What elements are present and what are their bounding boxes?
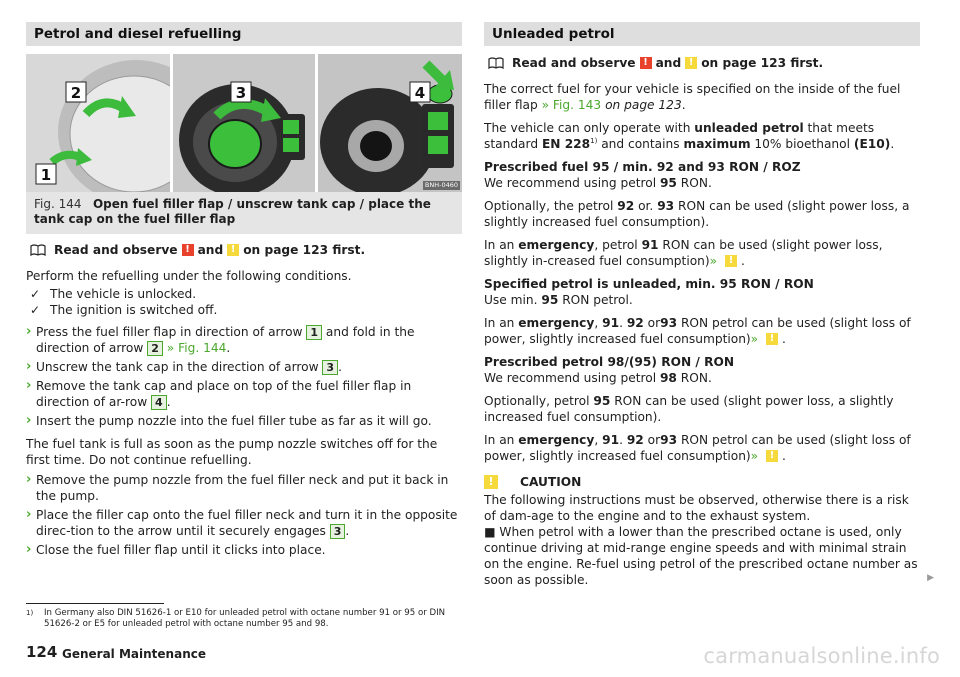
fuel-min95-section: Specified petrol is unleaded, min. 95 RON / RON Use min. 95 RON petrol. [484,277,814,307]
book-icon [488,57,504,69]
fuel-95-section: Prescribed fuel 95 / min. 92 and 93 RON / ROZ We recommend using petrol 95 RON. [484,160,801,190]
step-arrow-icon: › [26,324,32,339]
page-footer-title: General Maintenance [62,647,206,661]
step-item: › Close the fuel filler flap until it clicks into place. [26,542,326,557]
step-item: › Insert the pump nozzle into the fuel filler tube as far as it will go. [26,413,432,428]
continue-arrow-icon: ▶ [927,573,934,583]
footnote-divider [26,603,164,604]
figure-144 [26,54,462,192]
step-arrow-icon: › [26,359,32,374]
caution-ref-icon[interactable]: ! [766,333,778,345]
caution-ref-icon[interactable]: ! [725,255,737,267]
figure-caption [26,192,462,234]
check-icon: ✓ [30,287,41,301]
caution-icon[interactable]: ! [227,244,239,256]
fuel-min95-heading: Specified petrol is unleaded, min. 95 RON / RON [484,277,814,291]
check-icon: ✓ [30,303,41,317]
conditions-list [26,286,462,318]
step-item: › Unscrew the tank cap in the direction of arrow 3 . [26,359,342,374]
step-item: › Place the filler cap onto the fuel filler neck and turn it in the opposite direc-tion to the arrow until it securely engages 3 . [26,507,458,538]
left-column [26,22,462,558]
caution-icon: ! [484,475,498,489]
figure-number: Fig. 144 [34,197,82,211]
figure-code: BNH-0460 [424,181,458,189]
section-title-refuelling: Petrol and diesel refuelling [26,22,462,46]
figure-caption-text: Open fuel filler flap / unscrew tank cap / place the tank cap on the fuel filler flap [34,197,431,226]
arrow-badge-3: 3 [322,360,338,375]
fuel-95-optional: Optionally, the petrol 92 or. 93 RON can be used (slight power loss, a slightly increased fuel consumption). [484,199,910,229]
fuel-95-heading: Prescribed fuel 95 / min. 92 and 93 RON / ROZ [484,160,801,174]
footnote-ref: 1) [590,136,598,145]
step-item: › Remove the tank cap and place on top of the fuel filler flap in direction of ar-row 4 . [26,378,412,409]
footnote: 1) In Germany also DIN 51626-1 or E10 for unleaded petrol with octane number 91 or 95 or DIN 51626-2 or E5 for unleaded petrol with octane number 95 and 98. [26,608,446,629]
figure-panel-place-cap [318,54,462,192]
watermark: carmanualsonline.info [703,644,940,668]
figure-panel-unscrew-cap [173,54,315,192]
step-arrow-icon: › [26,378,32,393]
figure-label-3: 3 [235,84,247,102]
warning-icon[interactable]: ! [182,244,194,256]
refuel-intro: Perform the refuelling under the following conditions. [26,269,352,283]
fuel-98-emergency: In an emergency, 91. 92 or93 RON petrol can be used (slight loss of power, slightly increased fuel consumption)» ! . [484,433,911,463]
section-title-unleaded: Unleaded petrol [484,22,920,46]
step-arrow-icon: › [26,507,32,522]
figure-panel-open-flap [26,54,170,192]
caution-heading: ! CAUTION [484,474,920,490]
caution-body: The following instructions must be observed, otherwise there is a risk of dam-age to the engine and to the exhaust system. ■ When petrol with a lower than the prescribed octane is used, only continue driving at mid-range engine speeds and with minimal strain on the engine. Re-fuel using petrol of the prescribed octane number as soon as possible. ▶ [484,493,934,587]
refuel-steps-1 [26,324,462,429]
read-observe-left: Read and observe ! and ! on page 123 first. [26,241,462,259]
step-arrow-icon: › [26,472,32,487]
tank-full-note: The fuel tank is full as soon as the pump nozzle switches off for the first time. Do not continue refuelling. [26,437,438,467]
caution-icon[interactable]: ! [685,57,697,69]
condition-item: ✓ The vehicle is unlocked. [26,286,462,302]
fig-143-link[interactable]: » Fig. 143 [541,98,602,112]
fuel-98-section: Prescribed petrol 98/(95) RON / RON We recommend using petrol 98 RON. [484,355,735,385]
figure-label-2: 2 [70,84,82,102]
unleaded-requirement: The vehicle can only operate with unleaded petrol that meets standard EN 228$^{1)}$ and contains maximum 10% bioethanol (E10). [484,121,895,151]
step-arrow-icon: › [26,413,32,428]
fuel-98-heading: Prescribed petrol 98/(95) RON / RON [484,355,735,369]
arrow-badge-1: 1 [306,325,322,340]
fuel-95-emergency: In an emergency, petrol 91 RON can be used (slight power loss, slightly in-creased fuel consumption)» ! . [484,238,883,268]
arrow-badge-3: 3 [330,524,346,539]
refuel-steps-2 [26,472,462,558]
read-observe-right: Read and observe ! and ! on page 123 first. [484,54,920,72]
fuel-spec-location: The correct fuel for your vehicle is specified on the inside of the fuel filler flap » Fig. 143 on page 123. [484,82,901,112]
arrow-badge-2: 2 [147,341,163,356]
caution-ref-icon[interactable]: ! [766,450,778,462]
figure-label-4: 4 [414,84,426,102]
fuel-min95-emergency: In an emergency, 91. 92 or93 RON petrol can be used (slight loss of power, slightly increased fuel consumption)» ! . [484,316,911,346]
step-arrow-icon: › [26,542,32,557]
page-number: 124 [26,643,58,661]
arrow-badge-4: 4 [151,395,167,410]
step-item: › Press the fuel filler flap in direction of arrow 1 and fold in the direction of arrow 2 » Fig. 144. [26,324,415,355]
warning-icon[interactable]: ! [640,57,652,69]
condition-item: ✓ The ignition is switched off. [26,302,462,318]
step-item: › Remove the pump nozzle from the fuel filler neck and put it back in the pump. [26,472,449,503]
right-column [484,22,934,588]
fuel-98-optional: Optionally, petrol 95 RON can be used (slight power loss, a slightly increased fuel consumption). [484,394,894,424]
figure-label-1: 1 [40,166,52,184]
book-icon [30,244,46,256]
fig-144-link[interactable]: » Fig. 144 [166,341,227,355]
